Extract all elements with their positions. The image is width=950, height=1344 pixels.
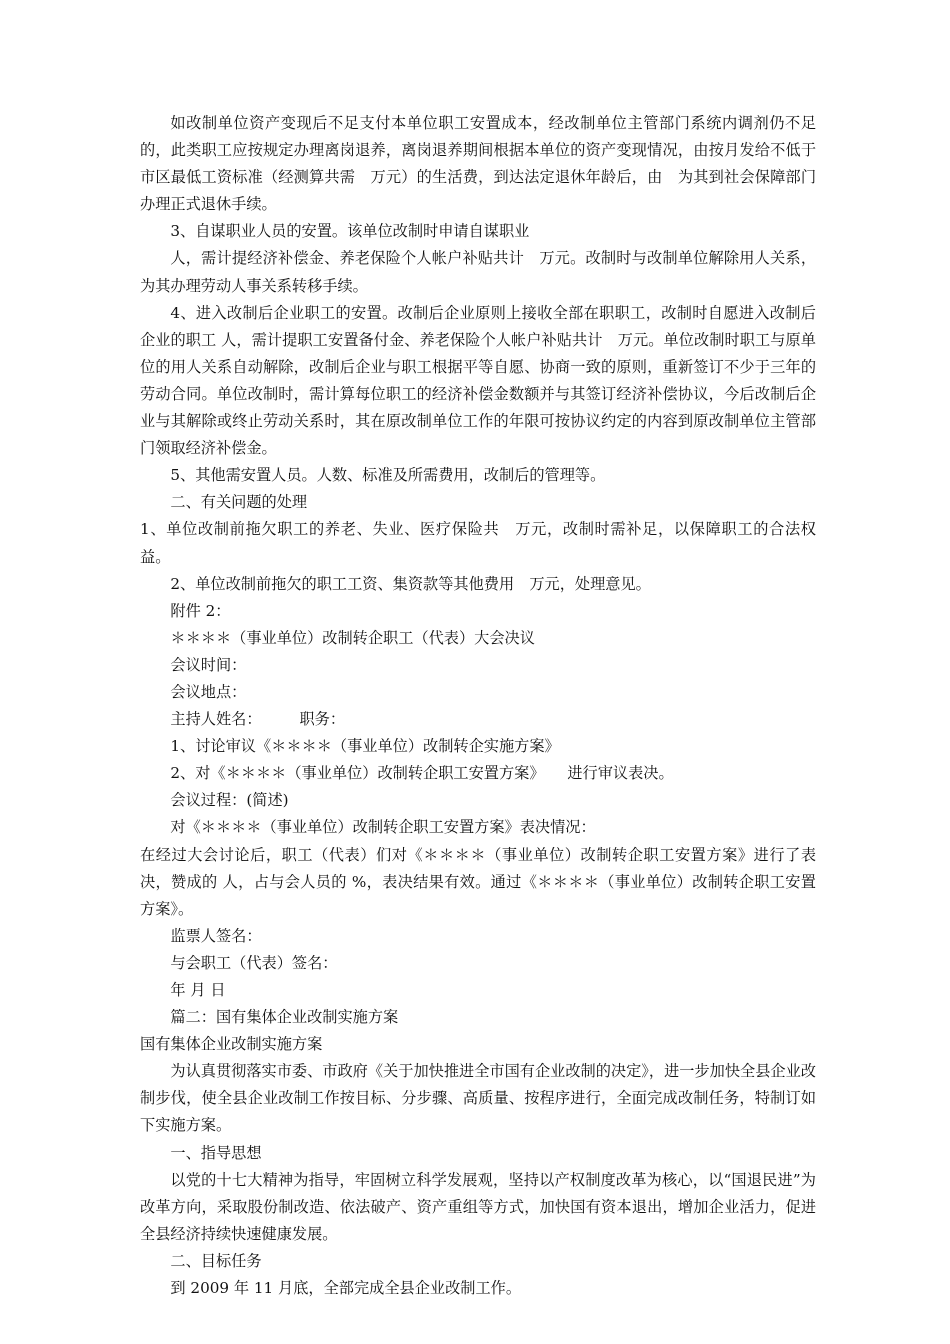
- scrutineer-signature: 监票人签名：: [170, 926, 262, 945]
- paragraph-self-employed-heading: 3、自谋职业人员的安置。该单位改制时申请自谋职业: [170, 222, 530, 241]
- chapter-heading: 篇二：国有集体企业改制实施方案: [170, 1008, 399, 1027]
- paragraph-retirement: 如改制单位资产变现后不足支付本单位职工安置成本，经改制单位主管部门系统内调剂仍不足的，此类职工应按规定办理离岗退养，离岗退养期间根据本单位的资产变现情况，由按月发给不低于市区最低工资标准（经测算共需 万元）的生活费，到达法定退休年龄后，由 为其到社会保障部门办理正式退休手续。: [140, 114, 816, 214]
- meeting-time: 会议时间：: [170, 655, 247, 674]
- agenda-item-2: 2、对《＊＊＊＊（事业单位）改制转企职工安置方案》 进行审议表决。: [170, 764, 674, 783]
- meeting-process: 会议过程：(简述): [170, 791, 289, 810]
- meeting-location: 会议地点：: [170, 682, 247, 701]
- attendee-signature: 与会职工（代表）签名：: [170, 953, 338, 972]
- paragraph-goals: 到 2009 年 11 月底，全部完成全县企业改制工作。: [170, 1279, 522, 1298]
- document-body: [140, 110, 816, 1302]
- plan-introduction: 为认真贯彻落实市委、市政府《关于加快推进全市国有企业改制的决定》，进一步加快全县企业改制步伐，使全县企业改制工作按目标、分步骤、高质量、按程序进行，全面完成改制任务，特制订如下实施方案。: [140, 1062, 816, 1135]
- agenda-item-1: 1、讨论审议《＊＊＊＊（事业单位）改制转企实施方案》: [170, 737, 560, 756]
- attachment-label: 附件 2：: [170, 601, 231, 620]
- host-name: 主持人姓名： 职务：: [170, 710, 346, 729]
- paragraph-self-employed-detail: 人，需计提经济补偿金、养老保险个人帐户补贴共计 万元。改制时与改制单位解除用人关系，为其办理劳动人事关系转移手续。: [140, 249, 816, 295]
- vote-result-heading: 对《＊＊＊＊（事业单位）改制转企职工安置方案》表决情况：: [170, 818, 596, 837]
- paragraph-other-staff: 5、其他需安置人员。人数、标准及所需费用，改制后的管理等。: [170, 466, 606, 485]
- section-heading-goals: 二、目标任务: [170, 1251, 262, 1270]
- section-heading-guiding-thought: 一、指导思想: [170, 1143, 262, 1162]
- paragraph-arrears-wages: 2、单位改制前拖欠的职工工资、集资款等其他费用 万元，处理意见。: [170, 574, 651, 593]
- plan-title: 国有集体企业改制实施方案: [140, 1035, 323, 1054]
- resolution-title: ＊＊＊＊（事业单位）改制转企职工（代表）大会决议: [170, 628, 535, 647]
- paragraph-new-enterprise-staff: 4、进入改制后企业职工的安置。改制后企业原则上接收全部在职职工，改制时自愿进入改制后企业的职工 人，需计提职工安置备付金、养老保险个人帐户补贴共计 万元。单位改制时职工与原单位的用人关系自动解除，改制后企业与职工根据平等自愿、协商一致的原则，重新签订不少于三年的劳动合同。单位改制时，需计算每位职工的经济补偿金数额并与其签订经济补偿协议，今后改制后企业与其解除或终止劳动关系时，其在原改制单位工作的年限可按协议约定的内容到原改制单位主管部门领取经济补偿金。: [140, 303, 816, 458]
- paragraph-guiding-thought: 以党的十七大精神为指导，牢固树立科学发展观，坚持以产权制度改革为核心，以“国退民进”为改革方向，采取股份制改造、依法破产、资产重组等方式，加快国有资本退出，增加企业活力，促进全县经济持续快速健康发展。: [140, 1170, 816, 1243]
- vote-result-detail: 在经过大会讨论后，职工（代表）们对《＊＊＊＊（事业单位）改制转企职工安置方案》进行了表决，赞成的 人，占与会人员的 %，表决结果有效。通过《＊＊＊＊（事业单位）改制转企职工安置方案》。: [140, 845, 816, 918]
- paragraph-arrears-insurance: 1、单位改制前拖欠职工的养老、失业、医疗保险共 万元，改制时需补足，以保障职工的合法权益。: [140, 520, 816, 566]
- date-line: 年 月 日: [170, 981, 226, 999]
- section-heading-issues: 二、有关问题的处理: [170, 493, 308, 512]
